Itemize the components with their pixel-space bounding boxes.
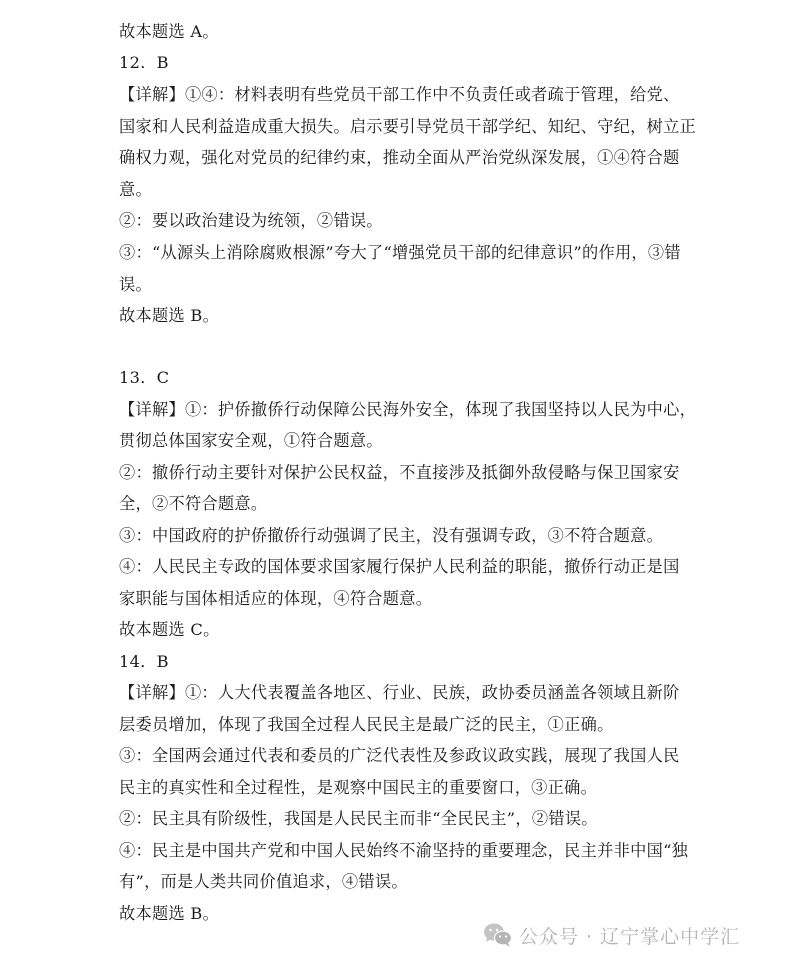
q13-explanation-line-2: 贯彻总体国家安全观，①符合题意。 bbox=[119, 431, 383, 450]
q14-explanation-line-2: 层委员增加，体现了我国全过程人民民主是最广泛的民主，①正确。 bbox=[119, 715, 614, 734]
q13-explanation-line-1: 【详解】①：护侨撤侨行动保障公民海外安全，体现了我国坚持以人民为中心， bbox=[119, 400, 697, 419]
q14-option-3-line-2: 民主的真实性和全过程性，是观察中国民主的重要窗口，③正确。 bbox=[119, 778, 598, 797]
wechat-icon bbox=[483, 922, 513, 948]
watermark-text: 公众号 · 辽宁掌心中学汇 bbox=[519, 925, 741, 948]
answer-conclusion-11: 故本题选 A。 bbox=[119, 22, 219, 41]
q12-explanation-line-3: 确权力观，强化对党员的纪律约束，推动全面从严治党纵深发展，①④符合题 bbox=[119, 148, 680, 167]
answer-conclusion-14: 故本题选 B。 bbox=[119, 904, 220, 923]
q14-option-3-line-1: ③：全国两会通过代表和委员的广泛代表性及参政议政实践，展现了我国人民 bbox=[119, 746, 680, 765]
q12-option-2: ②：要以政治建设为统领，②错误。 bbox=[119, 211, 383, 230]
q13-option-3: ③：中国政府的护侨撤侨行动强调了民主，没有强调专政，③不符合题意。 bbox=[119, 526, 664, 545]
q13-option-2-line-1: ②：撤侨行动主要针对保护公民权益，不直接涉及抵御外敌侵略与保卫国家安 bbox=[119, 463, 680, 482]
q13-option-2-line-2: 全，②不符合题意。 bbox=[119, 494, 268, 513]
q12-explanation-line-1: 【详解】①④：材料表明有些党员干部工作中不负责任或者疏于管理，给党、 bbox=[119, 85, 680, 104]
q12-option-3-line-2: 误。 bbox=[119, 275, 152, 294]
question-14-answer: 14．B bbox=[119, 652, 169, 671]
wechat-watermark bbox=[483, 922, 740, 948]
q12-option-3-line-1: ③：“从源头上消除腐败根源”夸大了“增强党员干部的纪律意识”的作用，③错 bbox=[119, 243, 681, 262]
q12-explanation-line-2: 国家和人民利益造成重大损失。启示要引导党员干部学纪、知纪、守纪，树立正 bbox=[119, 117, 697, 136]
q13-option-4-line-2: 家职能与国体相适应的体现，④符合题意。 bbox=[119, 589, 433, 608]
answer-conclusion-13: 故本题选 C。 bbox=[119, 620, 220, 639]
question-12-answer: 12．B bbox=[119, 53, 169, 72]
answer-conclusion-12: 故本题选 B。 bbox=[119, 306, 220, 325]
q14-option-2: ②：民主具有阶级性，我国是人民民主而非“全民民主”，②错误。 bbox=[119, 809, 598, 828]
question-13-answer: 13．C bbox=[119, 368, 170, 387]
q14-explanation-line-1: 【详解】①：人大代表覆盖各地区、行业、民族，政协委员涵盖各领域且新阶 bbox=[119, 683, 680, 702]
q14-option-4-line-2: 有”，而是人类共同价值追求，④错误。 bbox=[119, 872, 408, 891]
q13-option-4-line-1: ④：人民民主专政的国体要求国家履行保护人民利益的职能，撤侨行动正是国 bbox=[119, 557, 680, 576]
q12-explanation-line-4: 意。 bbox=[119, 180, 152, 199]
q14-option-4-line-1: ④：民主是中国共产党和中国人民始终不渝坚持的重要理念，民主并非中国“独 bbox=[119, 841, 689, 860]
